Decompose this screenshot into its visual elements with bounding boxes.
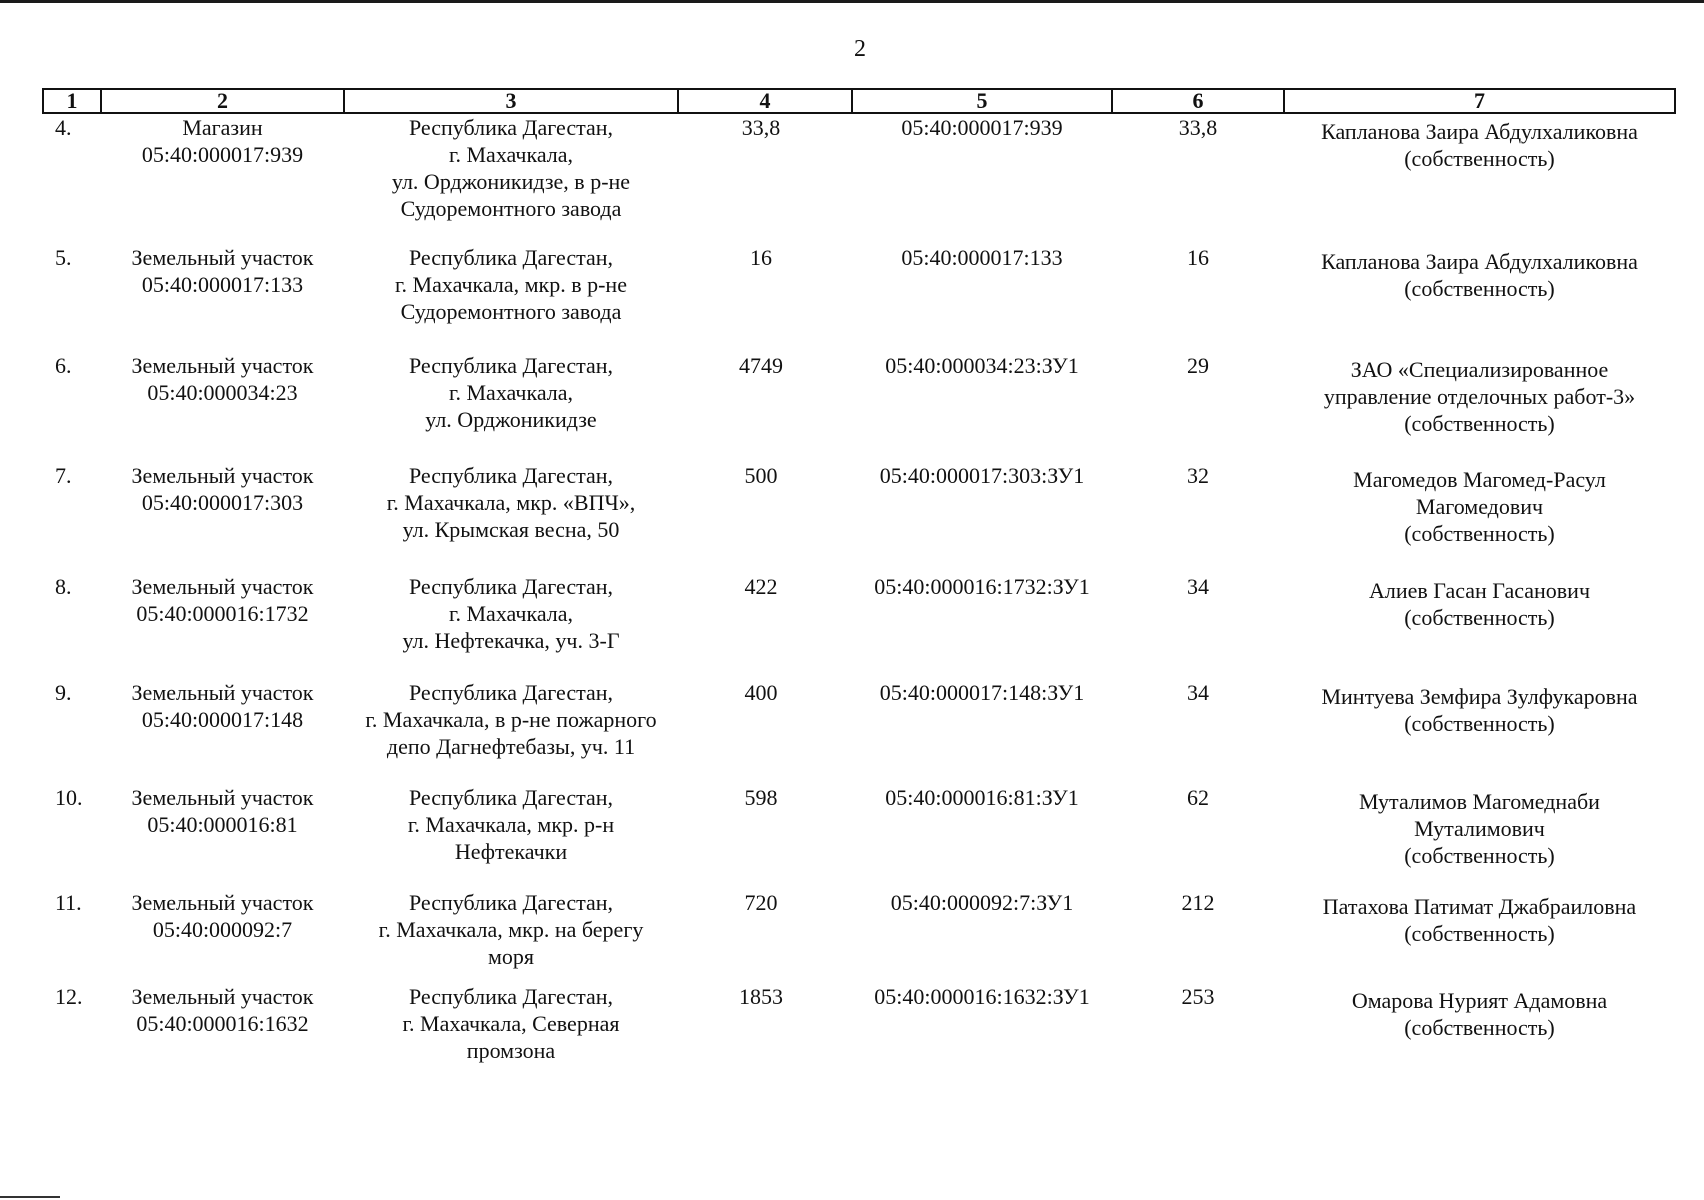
header-col-3: 3 (344, 89, 678, 113)
table-row (43, 784, 1675, 889)
part-area-cell: 34 (1187, 574, 1209, 599)
area-cell: 400 (744, 680, 778, 705)
owner-line: Магомедов Магомед-Расул (1353, 467, 1606, 492)
owner-line: (собственность) (1404, 146, 1555, 171)
owner-line: (собственность) (1404, 411, 1555, 436)
row-number-cell: 10. (55, 785, 83, 810)
table-row (43, 352, 1675, 462)
address-line: ул. Орджоникидзе, в р-не (391, 169, 631, 194)
row-number-cell: 4. (55, 115, 72, 140)
address-line: Судоремонтного завода (400, 196, 622, 221)
area-cell: 16 (750, 245, 772, 270)
page-number: 2 (854, 36, 866, 62)
area-cell: 720 (744, 890, 778, 915)
object-line: Земельный участок (131, 245, 314, 270)
owner-line: (собственность) (1404, 843, 1555, 868)
owner-line: Магомедович (1415, 494, 1544, 519)
object-cell (101, 889, 344, 983)
object-line: 05:40:000034:23 (147, 380, 298, 405)
owner-cell (1284, 573, 1675, 679)
header-col-7: 7 (1284, 89, 1675, 113)
address-cell (344, 784, 678, 889)
part-area-cell: 33,8 (1178, 115, 1218, 140)
address-cell (344, 889, 678, 983)
address-line: депо Дагнефтебазы, уч. 11 (386, 734, 636, 759)
object-cell (101, 784, 344, 889)
address-line: г. Махачкала, Северная (402, 1011, 620, 1036)
address-line: Республика Дагестан, (408, 890, 614, 915)
cadastral-number-cell: 05:40:000016:81:ЗУ1 (885, 785, 1079, 810)
table-row (43, 462, 1675, 573)
table-row (43, 983, 1675, 1097)
address-line: Нефтекачки (454, 839, 568, 864)
header-col-6: 6 (1112, 89, 1284, 113)
part-area-cell: 29 (1187, 353, 1209, 378)
cadastral-number-cell: 05:40:000017:303:ЗУ1 (879, 463, 1085, 488)
owner-line: ЗАО «Специализированное (1350, 357, 1609, 382)
object-line: Земельный участок (131, 463, 314, 488)
address-cell (344, 679, 678, 784)
object-line: 05:40:000017:303 (141, 490, 304, 515)
object-line: 05:40:000016:81 (147, 812, 298, 837)
object-line: 05:40:000016:1632 (136, 1011, 309, 1036)
address-line: Республика Дагестан, (408, 353, 614, 378)
object-cell (101, 462, 344, 573)
object-line: 05:40:000092:7 (152, 917, 293, 942)
cadastral-number-cell: 05:40:000017:133 (901, 245, 1063, 270)
address-cell (344, 244, 678, 352)
cadastral-number-cell: 05:40:000034:23:ЗУ1 (885, 353, 1079, 378)
address-line: г. Махачкала, (448, 380, 574, 405)
table-row (43, 679, 1675, 784)
address-line: промзона (466, 1038, 556, 1063)
header-col-4: 4 (678, 89, 852, 113)
part-area-cell: 16 (1187, 245, 1209, 270)
owner-cell (1284, 679, 1675, 784)
scan-edge-top (0, 0, 1704, 3)
address-line: г. Махачкала, мкр. «ВПЧ», (386, 490, 636, 515)
owner-line: (собственность) (1404, 1015, 1555, 1040)
document-sheet (42, 88, 1674, 1097)
area-cell: 500 (744, 463, 778, 488)
address-line: Судоремонтного завода (400, 299, 622, 324)
address-line: г. Махачкала, (448, 142, 574, 167)
owner-cell (1284, 784, 1675, 889)
address-line: Республика Дагестан, (408, 984, 614, 1009)
owner-cell (1284, 244, 1675, 352)
address-line: г. Махачкала, мкр. на берегу (378, 917, 644, 942)
owner-line: Капланова Заира Абдулхаликовна (1321, 119, 1638, 144)
row-number-cell: 9. (55, 680, 72, 705)
object-cell (101, 352, 344, 462)
address-cell (344, 113, 678, 244)
owner-cell (1284, 983, 1675, 1097)
table-row (43, 244, 1675, 352)
address-line: г. Махачкала, (448, 601, 574, 626)
object-cell (101, 113, 344, 244)
address-cell (344, 462, 678, 573)
area-cell: 422 (744, 574, 778, 599)
address-line: Республика Дагестан, (408, 463, 614, 488)
owner-cell (1284, 889, 1675, 983)
part-area-cell: 253 (1181, 984, 1215, 1009)
owner-line: Муталимов Магомеднаби (1359, 789, 1600, 814)
scan-edge-bottom (0, 1196, 60, 1198)
address-line: ул. Орджоникидзе (425, 407, 597, 432)
header-col-2: 2 (101, 89, 344, 113)
row-number-cell: 11. (55, 890, 82, 915)
address-line: Республика Дагестан, (408, 574, 614, 599)
owner-line: Минтуева Земфира Зулфукаровна (1321, 684, 1638, 709)
area-cell: 33,8 (741, 115, 781, 140)
owner-line: (собственность) (1404, 605, 1555, 630)
owner-cell (1284, 462, 1675, 573)
header-row (43, 89, 1675, 113)
area-cell: 4749 (739, 353, 783, 378)
address-cell (344, 352, 678, 462)
header-col-1: 1 (43, 89, 101, 113)
object-line: Земельный участок (131, 680, 314, 705)
row-number-cell: 12. (55, 984, 83, 1009)
address-line: моря (487, 944, 535, 969)
object-line: Магазин (182, 115, 263, 140)
address-line: Республика Дагестан, (408, 115, 614, 140)
object-cell (101, 244, 344, 352)
owner-cell (1284, 113, 1675, 244)
register-table (42, 88, 1676, 1097)
table-row (43, 113, 1675, 244)
part-area-cell: 32 (1187, 463, 1209, 488)
address-cell (344, 573, 678, 679)
owner-line: управление отделочных работ-3» (1323, 384, 1636, 409)
owner-line: (собственность) (1404, 521, 1555, 546)
header-col-5: 5 (852, 89, 1112, 113)
cadastral-number-cell: 05:40:000017:939 (901, 115, 1063, 140)
object-cell (101, 573, 344, 679)
object-line: Земельный участок (131, 353, 314, 378)
owner-line: Омарова Нурият Адамовна (1351, 988, 1608, 1013)
table-row (43, 889, 1675, 983)
row-number-cell: 5. (55, 245, 72, 270)
object-line: 05:40:000017:133 (141, 272, 304, 297)
owner-line: Капланова Заира Абдулхаликовна (1321, 249, 1638, 274)
owner-line: Патахова Патимат Джабраиловна (1322, 894, 1637, 919)
row-number-cell: 7. (55, 463, 72, 488)
object-line: 05:40:000017:148 (141, 707, 304, 732)
owner-line: (собственность) (1404, 276, 1555, 301)
address-line: ул. Нефтекачка, уч. 3-Г (402, 628, 620, 653)
address-line: г. Махачкала, мкр. р-н (407, 812, 615, 837)
object-cell (101, 983, 344, 1097)
object-line: 05:40:000017:939 (141, 142, 304, 167)
address-line: Республика Дагестан, (408, 785, 614, 810)
row-number-cell: 6. (55, 353, 72, 378)
part-area-cell: 62 (1187, 785, 1209, 810)
owner-line: Муталимович (1414, 816, 1545, 841)
cadastral-number-cell: 05:40:000017:148:ЗУ1 (879, 680, 1085, 705)
address-line: г. Махачкала, в р-не пожарного (365, 707, 657, 732)
cadastral-number-cell: 05:40:000016:1632:ЗУ1 (874, 984, 1090, 1009)
owner-line: (собственность) (1404, 711, 1555, 736)
object-line: Земельный участок (131, 890, 314, 915)
object-line: Земельный участок (131, 785, 314, 810)
cadastral-number-cell: 05:40:000016:1732:ЗУ1 (874, 574, 1090, 599)
object-line: 05:40:000016:1732 (136, 601, 309, 626)
address-line: г. Махачкала, мкр. в р-не (395, 272, 627, 297)
owner-cell (1284, 352, 1675, 462)
area-cell: 1853 (739, 984, 783, 1009)
table-body (43, 113, 1675, 1097)
object-line: Земельный участок (131, 574, 314, 599)
address-line: Республика Дагестан, (408, 245, 614, 270)
address-line: Республика Дагестан, (408, 680, 614, 705)
object-cell (101, 679, 344, 784)
address-line: ул. Крымская весна, 50 (402, 517, 620, 542)
table-row (43, 573, 1675, 679)
part-area-cell: 34 (1187, 680, 1209, 705)
area-cell: 598 (744, 785, 778, 810)
cadastral-number-cell: 05:40:000092:7:ЗУ1 (890, 890, 1074, 915)
part-area-cell: 212 (1181, 890, 1215, 915)
row-number-cell: 8. (55, 574, 72, 599)
owner-line: Алиев Гасан Гасанович (1368, 578, 1591, 603)
address-cell (344, 983, 678, 1097)
owner-line: (собственность) (1404, 921, 1555, 946)
object-line: Земельный участок (131, 984, 314, 1009)
